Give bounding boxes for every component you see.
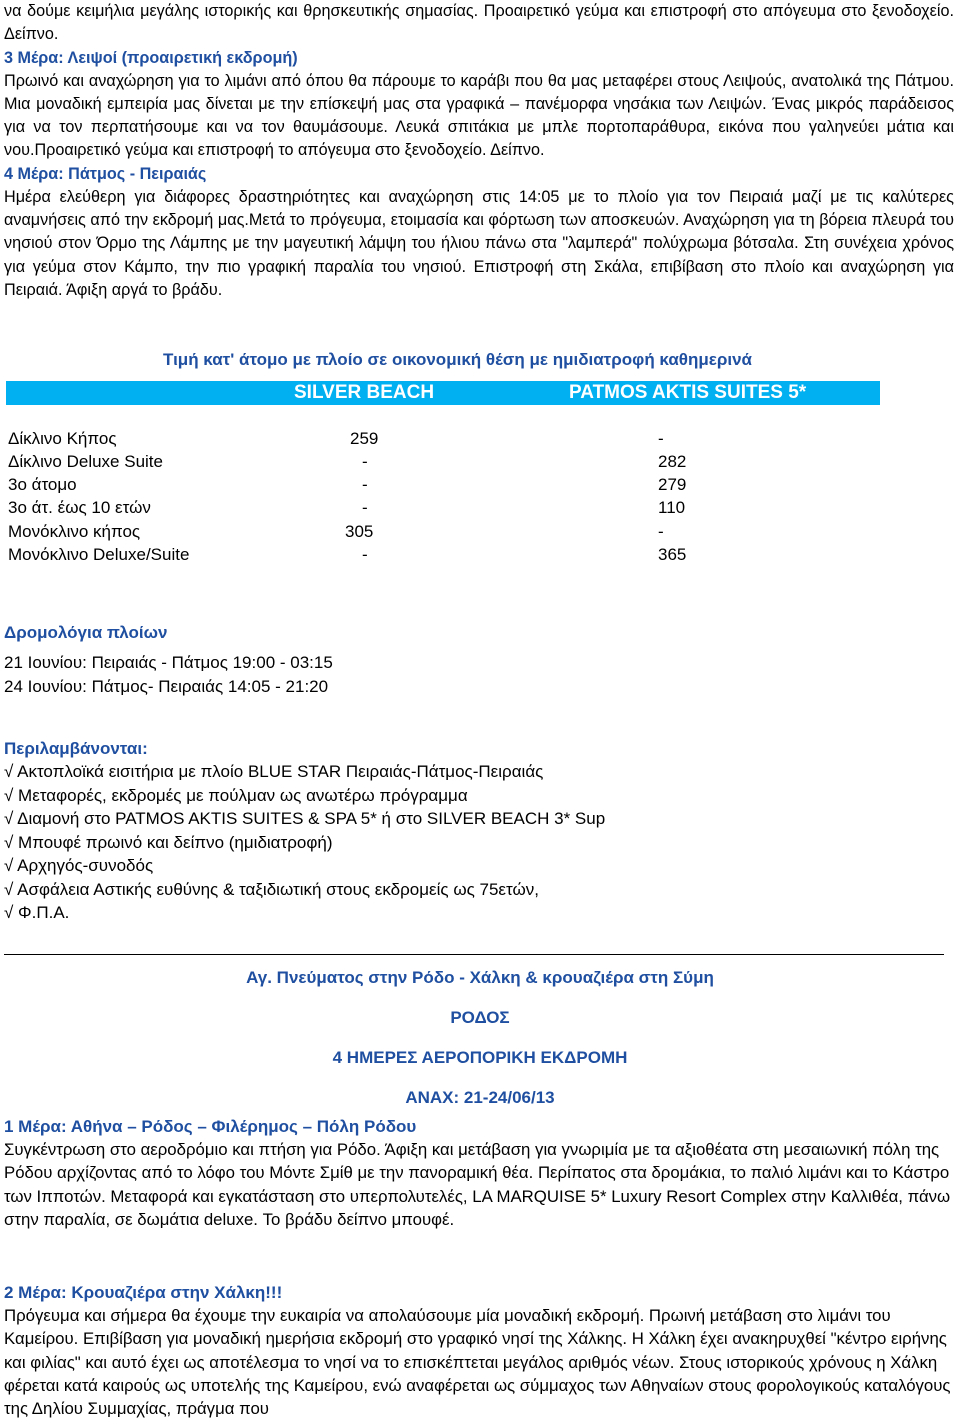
day4-text: Ημέρα ελεύθερη για διάφορες δραστηριότητες και αναχώρηση στις 14:05 με το πλοίο για τον Πειραιά μαζί με τις καλύτερες αναμνήσεις από την εκδρομή μας.Μετά το πρόγευμα, ετοιμασία και φόρτωση των αποσκευών. Αναχώρηση για τη βόρεια πλευρά του νησιού στον Όρμο της Λάμπης με την μαγευτική λάμψη του ήλιου πάνω στα "λαμπερά" πολύχρωμα βότσαλα. Στη συνέχεια χρόνος για γεύμα στον Κάμπο, την πιο γραφική παραλία του νησιού. Επιστροφή στη Σκάλα, επιβίβαση στο πλοίο και αναχώρηση για Πειραιά. Άφιξη αργά το βράδυ. [4, 187, 954, 299]
rhodes-day2 [4, 1281, 954, 1420]
ferries-title: Δρομολόγια πλοίων [4, 623, 168, 642]
price-row [8, 545, 728, 568]
price-title: Τιμή κατ' άτομο με πλοίο σε οικονομική θέση με ημιδιατροφή καθημερινά [163, 350, 752, 369]
included-item: √ Ασφάλεια Αστικής ευθύνης & ταξιδιωτική στους εκδρομείς ως 75ετών, [4, 879, 539, 899]
price-row-value-2: - [658, 522, 664, 541]
rhodes-subtitle: 4 ΗΜΕΡΕΣ ΑΕΡΟΠΟΡΙΚΗ ΕΚΔΡΟΜΗ [332, 1048, 628, 1067]
price-row-label: Δίκλινο Κήπος [8, 429, 117, 448]
included-item: √ Μεταφορές, εκδρομές με πούλμαν ως ανωτέρω πρόγραμμα [4, 785, 468, 805]
included-item: √ Αρχηγός-συνοδός [4, 856, 154, 875]
price-col-silver-beach: SILVER BEACH [294, 382, 435, 403]
rhodes-day1-title: 1 Μέρα: Αθήνα – Ρόδος – Φιλέρημος – Πόλη Ρόδου [4, 1117, 417, 1136]
price-row-value-2: 110 [658, 498, 686, 517]
rhodes-header [0, 966, 960, 1109]
price-header-bar [6, 381, 880, 405]
price-row [8, 429, 728, 452]
price-row-value-2: 279 [658, 475, 687, 494]
included-title: Περιλαμβάνονται: [4, 739, 148, 758]
rhodes-title: Αγ. Πνεύματος στην Ρόδο - Χάλκη & κρουαζιέρα στη Σύμη [246, 968, 714, 987]
day4-title: 4 Μέρα: Πάτμος - Πειραιάς [4, 164, 207, 183]
price-row-label: 3ο άτ. έως 10 ετών [8, 498, 151, 517]
included-item: √ Φ.Π.Α. [4, 903, 70, 922]
included-list [4, 760, 954, 925]
intro-paragraph: να δούμε κειμήλια μεγάλης ιστορικής και θρησκευτικής σημασίας. Προαιρετικό γεύμα και επιστροφή στο απόγευμα στο ξενοδοχείο. Δείπνο. [4, 2, 954, 44]
price-row [8, 498, 728, 521]
price-row-value-1: 305 [345, 522, 374, 541]
section-divider [4, 954, 944, 955]
included-item: √ Μπουφέ πρωινό και δείπνο (ημιδιατροφή) [4, 832, 333, 852]
price-col-patmos-aktis: PATMOS AKTIS SUITES 5* [569, 382, 807, 403]
day3-text: Πρωινό και αναχώρηση για το λιμάνι από όπου θα πάρουμε το καράβι που θα μας μεταφέρει στους Λειψούς, ανατολικά της Πάτμου. Μια μοναδική εμπειρία μας δίνεται με την επίσκεψή μας στα γραφικά – πανέμορφα νησάκια των Λειψών. Ένας μικρός παράδεισος για να τον περπατήσουμε και να τον θαυμάσουμε. Λευκά σπιτάκια με μπλε πορτοπαράθυρα, εικόνα που γαληνεύει μάτια και νου.Προαιρετικό γεύμα και επιστροφή το απόγευμα στο ξενοδοχείο. Δείπνο. [4, 71, 954, 160]
price-row-value-1: - [362, 475, 368, 494]
price-row-value-2: 282 [658, 452, 687, 471]
price-row-value-1: - [362, 452, 368, 471]
day3-title: 3 Μέρα: Λειψοί (προαιρετική εκδρομή) [4, 48, 298, 67]
rhodes-place: ΡΟΔΟΣ [450, 1008, 510, 1027]
rhodes-day2-text: Πρόγευμα και σήμερα θα έχουμε την ευκαιρία να απολαύσουμε μία μοναδική εκδρομή. Πρωινή μετάβαση στο λιμάνι του Καμείρου. Επιβίβαση για μοναδική ημερήσια εκδρομή στο γραφικό νησί της Χάλκης. Η Χάλκη έχει ανακηρυχθεί "κέντρο ειρήνης και φιλίας" και αυτό έχει ως αποτέλεσμα το νησί να το επισκέπτεται μεγάλος αριθμός νέων. Στους ιστορικούς χρόνους η Χάλκη φέρεται κατά καιρούς ως υποτελής της Καμείρου, ενώ αναφέρεται ως σύμμαχος των Αθηναίων στους φορολογικούς καταλόγους της Δηλίου Συμμαχίας, πράγμα που [4, 1306, 951, 1419]
ferry-line: 21 Ιουνίου: Πειραιάς - Πάτμος 19:00 - 03:15 [4, 653, 333, 672]
included-item: √ Ακτοπλοϊκά εισιτήρια με πλοίο BLUE STAR Πειραιάς-Πάτμος-Πειραιάς [4, 762, 544, 781]
price-row-label: 3ο άτομο [8, 475, 77, 494]
price-row-label: Μονόκλινο κήπος [8, 522, 141, 541]
included-item: √ Διαμονή στο PATMOS AKTIS SUITES & SPA 5* ή στο SILVER BEACH 3* Sup [4, 809, 606, 828]
rhodes-day2-title: 2 Μέρα: Κρουαζιέρα στην Χάλκη!!! [4, 1283, 283, 1302]
price-row-value-2: 365 [658, 545, 687, 564]
price-row-value-1: - [362, 498, 368, 517]
price-row-value-1: - [362, 545, 368, 564]
ferries-list [4, 651, 954, 698]
ferries-section [4, 621, 954, 644]
price-row-value-1: 259 [350, 429, 379, 448]
rhodes-day1-text: Συγκέντρωση στο αεροδρόμιο και πτήση για Ρόδο. Άφιξη και μετάβαση για γνωριμία με τα αξιοθέατα στη μεσαιωνική πόλη της Ρόδου αρχίζοντας από το λόφο του Μόντε Σμίθ με την πανοραμική θέα. Περίπατος στα δρομάκια, το παλιό λιμάνι και το Κάστρο των Ιπποτών. Μεταφορά και εγκατάσταση στο υπερπολυτελές, LA MARQUISE 5* Luxury Resort Complex στην Καλλιθέα, πάνω στην παραλία, σε δωμάτια deluxe. Το βράδυ δείπνο μπουφέ. [4, 1140, 951, 1229]
price-row-label: Μονόκλινο Deluxe/Suite [8, 545, 190, 564]
ferry-line: 24 Ιουνίου: Πάτμος- Πειραιάς 14:05 - 21:20 [4, 676, 329, 696]
price-row-value-2: - [658, 429, 664, 448]
included-section [4, 737, 954, 760]
price-row [8, 522, 728, 545]
intro-section [4, 0, 954, 302]
price-row [8, 475, 728, 498]
price-row [8, 452, 728, 475]
rhodes-dates: ΑΝΑΧ: 21-24/06/13 [405, 1088, 555, 1107]
rhodes-day1 [4, 1115, 954, 1231]
price-row-label: Δίκλινο Deluxe Suite [8, 452, 163, 471]
